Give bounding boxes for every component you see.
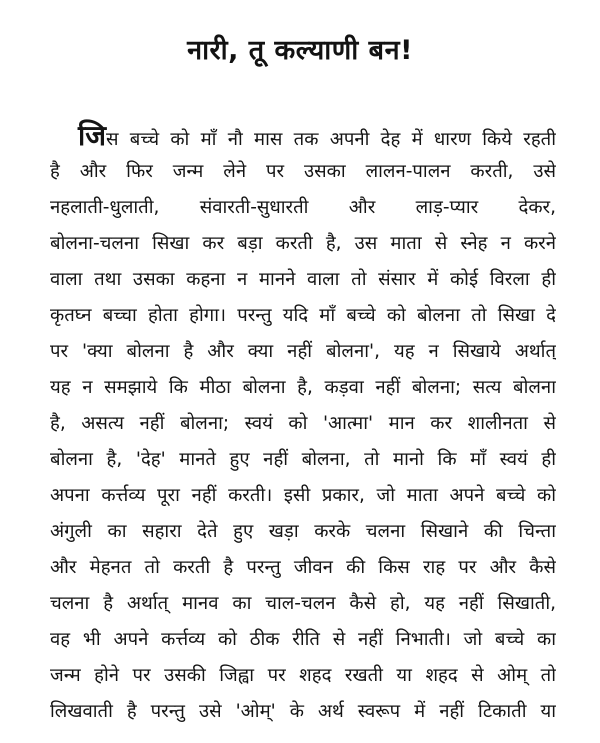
drop-cap: जि bbox=[78, 119, 107, 152]
paragraph-line: बोलना है, 'देह' मानते हुए नहीं बोलना, तो मानो कि माँ स्वयं ही bbox=[50, 449, 556, 470]
paragraph-line: यह न समझाये कि मीठा बोलना है, कड़वा नहीं बोलना; सत्य बोलना bbox=[50, 377, 556, 398]
paragraph-line: और मेहनत तो करती है परन्तु जीवन की किस राह पर और कैसे bbox=[50, 557, 556, 578]
paragraph-line: पर 'क्या बोलना है और क्या नहीं बोलना', यह न सिखाये अर्थात् bbox=[50, 341, 556, 362]
paragraph-line: अंगुली का सहारा देते हुए खड़ा करके चलना सिखाने की चिन्ता bbox=[50, 521, 556, 542]
paragraph-line: बोलना-चलना सिखा कर बड़ा करती है, उस माता से स्नेह न करने bbox=[50, 233, 556, 254]
paragraph-line: नहलाती-धुलाती, संवारती-सुधारती और लाड़-प्यार देकर, bbox=[50, 197, 556, 218]
paragraph-line-text: स बच्चे को माँ नौ मास तक अपनी देह में धारण किये रहती bbox=[106, 129, 556, 150]
article-paragraph bbox=[50, 118, 556, 730]
paragraph-line: वाला तथा उसका कहना न मानने वाला तो संसार में कोई विरला ही bbox=[50, 269, 556, 290]
paragraph-line: जन्म होने पर उसकी जिह्वा पर शहद रखती या शहद से ओम् तो bbox=[50, 665, 556, 686]
paragraph-line: है और फिर जन्म लेने पर उसका लालन-पालन करती, उसे bbox=[50, 161, 556, 182]
paragraph-line: चलना है अर्थात् मानव का चाल-चलन कैसे हो, यह नहीं सिखाती, bbox=[50, 593, 556, 614]
paragraph-line: अपना कर्त्तव्य पूरा नहीं करती। इसी प्रकार, जो माता अपने बच्चे को bbox=[50, 485, 556, 506]
paragraph-line bbox=[50, 118, 556, 154]
article-title: नारी, तू कल्याणी बन! bbox=[187, 35, 413, 66]
paragraph-line: है, असत्य नहीं बोलना; स्वयं को 'आत्मा' मान कर शालीनता से bbox=[50, 413, 556, 434]
paragraph-line: कृतघ्न बच्चा होता होगा। परन्तु यदि माँ बच्चे को बोलना तो सिखा दे bbox=[50, 305, 556, 326]
paragraph-line: लिखवाती है परन्तु उसे 'ओम्' के अर्थ स्वरूप में नहीं टिकाती या bbox=[50, 701, 556, 722]
paragraph-line: वह भी अपने कर्त्तव्य को ठीक रीति से नहीं निभाती। जो बच्चे का bbox=[50, 629, 556, 650]
